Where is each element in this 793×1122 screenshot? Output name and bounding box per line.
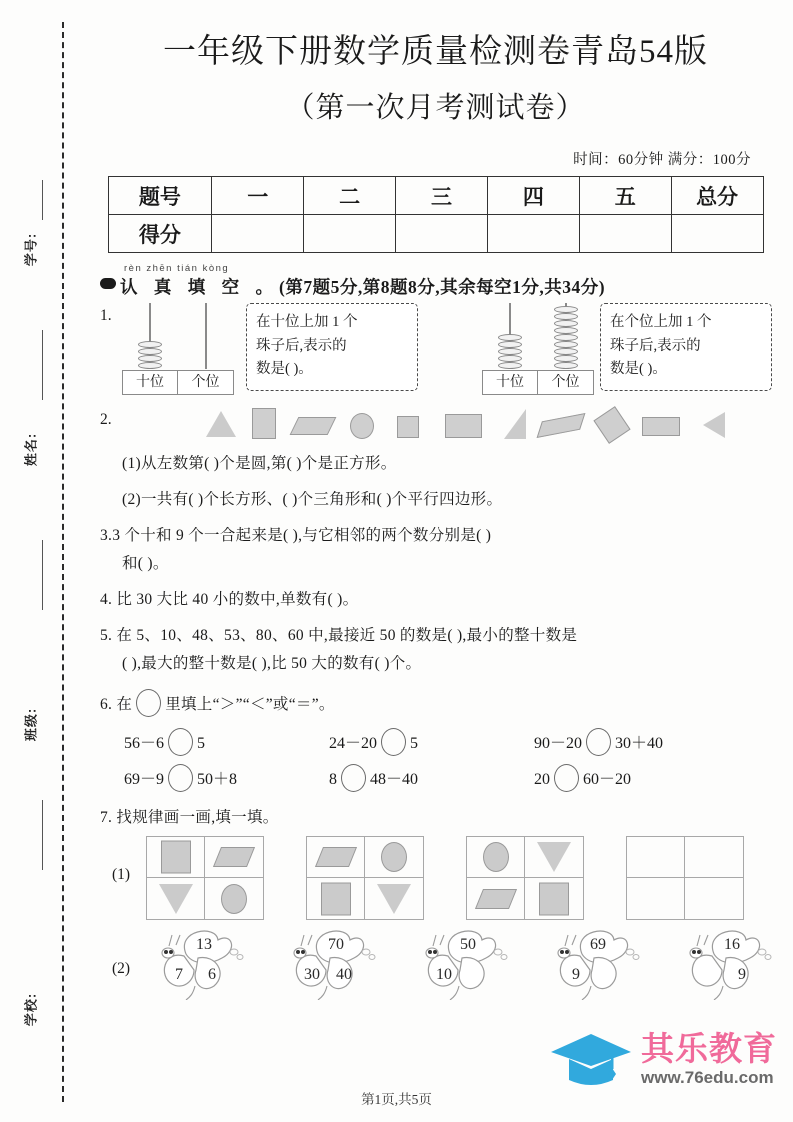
- shape-triangle-left: [703, 412, 725, 438]
- compare-right-4: 50＋8: [197, 770, 238, 788]
- bead: [138, 355, 162, 362]
- compare-right-5: 48－40: [370, 770, 419, 788]
- score-label-points: 得分: [108, 215, 212, 253]
- shape-circle: [483, 842, 509, 872]
- bead: [554, 327, 578, 334]
- bead: [138, 348, 162, 355]
- bead: [554, 362, 578, 369]
- clover-2-right[interactable]: 40: [336, 966, 352, 984]
- answer-circle-icon[interactable]: [554, 764, 579, 792]
- exam-meta: 时间：60分钟 满分：100分: [573, 152, 751, 169]
- margin-label-student-id: 学号:: [23, 232, 39, 267]
- grid-cell: [205, 837, 263, 878]
- question-6-row-1: [100, 728, 771, 756]
- score-col-1: 一: [212, 177, 304, 215]
- clover-2-top: 70: [328, 936, 344, 954]
- q1-box-right-line1: 在个位上加 1 个: [610, 314, 712, 331]
- shape-rect-vertical: [252, 408, 276, 439]
- shape-triangle-down: [159, 884, 193, 914]
- shape-parallelogram-flat: [537, 413, 586, 438]
- clover-5-top: 16: [724, 936, 740, 954]
- question-2-line-1[interactable]: (1)从左数第( )个是圆,第( )个是正方形。: [122, 455, 397, 473]
- question-7: [100, 804, 771, 1003]
- pattern-grid-2: [306, 836, 424, 920]
- bead: [554, 320, 578, 327]
- abacus-left-ones-label: 个位: [178, 370, 234, 395]
- question-3: [100, 522, 771, 579]
- bead: [498, 355, 522, 362]
- clover-1-top: 13: [196, 936, 212, 954]
- compare-item-6: [534, 764, 739, 792]
- score-cell-4[interactable]: [487, 215, 579, 253]
- section-1-pinyin: rèn zhēn tián kòng: [124, 263, 230, 275]
- question-1-box-left: [246, 303, 418, 391]
- section-1-title-line: [120, 274, 771, 299]
- shape-rect-wide-2: [642, 417, 680, 436]
- score-cell-3[interactable]: [396, 215, 488, 253]
- abacus-left-base: [122, 370, 234, 395]
- score-cell-2[interactable]: [304, 215, 396, 253]
- shape-circle: [350, 413, 374, 439]
- grid-cell: [467, 837, 525, 878]
- shape-parallelogram: [213, 847, 255, 867]
- page-subtitle: （第一次月考测试卷）: [285, 92, 586, 125]
- grid-cell: [365, 837, 423, 878]
- page-title: 一年级下册数学质量检测卷青岛54版: [163, 34, 708, 70]
- q1-box-left-line2: 珠子后,表示的: [256, 337, 347, 354]
- question-4: [100, 586, 771, 615]
- abacus-left-rod-ones: [205, 303, 207, 369]
- shape-square: [161, 841, 191, 874]
- compare-right-2: 5: [410, 734, 419, 752]
- graduation-cap-icon: [549, 1032, 633, 1088]
- clover-4-top: 69: [590, 936, 606, 954]
- clover-3-left[interactable]: 10: [436, 966, 452, 984]
- abacus-right: [482, 303, 594, 395]
- clover-5-right[interactable]: 9: [738, 966, 746, 984]
- section-1-header: [100, 263, 771, 299]
- grid-cell: [525, 837, 583, 878]
- answer-circle-icon[interactable]: [381, 728, 406, 756]
- bead: [554, 313, 578, 320]
- shape-triangle-down: [377, 884, 411, 914]
- abacus-right-tens-label: 十位: [482, 370, 538, 395]
- question-2-shape-row: [100, 403, 771, 443]
- clover-1-right[interactable]: 6: [208, 966, 216, 984]
- clover-2: [278, 924, 382, 1000]
- question-1: [100, 303, 771, 399]
- answer-circle-icon[interactable]: [136, 689, 161, 717]
- question-4-line-1[interactable]: 4. 比 30 大比 40 小的数中,单数有( )。: [100, 590, 359, 608]
- compare-item-4: [124, 764, 329, 792]
- question-7-label-1: (1): [112, 866, 131, 884]
- bead: [554, 355, 578, 362]
- margin-label-class: 班级:: [23, 707, 39, 742]
- score-table: [108, 176, 764, 253]
- clover-1: [146, 924, 250, 1000]
- fold-dashed-line: [62, 22, 64, 1102]
- shape-right-triangle: [504, 409, 526, 439]
- brand-name: 其乐教育: [641, 1030, 777, 1067]
- clover-1-left[interactable]: 7: [175, 966, 183, 984]
- left-margin: [0, 0, 78, 1122]
- shape-circle: [381, 842, 407, 872]
- question-5-line-1[interactable]: 5. 在 5、10、48、53、80、60 中,最接近 50 的数是( ),最小的整十数是: [100, 626, 578, 644]
- compare-item-1: [124, 728, 329, 756]
- margin-label-name: 姓名:: [23, 432, 39, 467]
- compare-item-3: [534, 728, 739, 756]
- question-6-prompt-b: 里填上“＞”“＜”或“＝”。: [165, 695, 335, 713]
- compare-left-2: 24－20: [329, 734, 378, 752]
- clover-2-left[interactable]: 30: [304, 966, 320, 984]
- pattern-grid-1: [146, 836, 264, 920]
- brand-logo: [549, 1032, 777, 1088]
- grid-cell[interactable]: [627, 878, 685, 919]
- section-1-title: 认 真 填 空 。: [120, 277, 279, 298]
- grid-cell[interactable]: [627, 837, 685, 878]
- pattern-grid-4-empty[interactable]: [626, 836, 744, 920]
- question-7-title: 7. 找规律画一画,填一填。: [100, 808, 279, 826]
- question-1-box-right: [600, 303, 772, 391]
- score-col-4: 四: [487, 177, 579, 215]
- question-5-line-2[interactable]: ( ),最大的整十数是( ),比 50 大的数有( )个。: [122, 655, 422, 673]
- shape-triangle-down: [537, 842, 571, 872]
- question-7-grid-row: [100, 836, 771, 922]
- clover-3: [410, 924, 514, 1000]
- shape-parallelogram: [290, 417, 337, 435]
- score-col-5: 五: [579, 177, 671, 215]
- shape-parallelogram: [314, 847, 356, 867]
- grid-cell: [467, 878, 525, 919]
- question-1-number: 1.: [100, 307, 112, 325]
- table-row-header: [108, 177, 763, 215]
- question-6-row-2: [100, 764, 771, 792]
- table-row-score: [108, 215, 763, 253]
- q1-box-right-line3[interactable]: 数是( )。: [610, 361, 667, 378]
- brand-text-block: [641, 1032, 777, 1088]
- shape-triangle: [206, 411, 236, 437]
- q1-box-left-line3[interactable]: 数是( )。: [256, 361, 313, 378]
- clover-4-left[interactable]: 9: [572, 966, 580, 984]
- grid-cell: [365, 878, 423, 919]
- question-2-line-2[interactable]: (2)一共有( )个长方形、( )个三角形和( )个平行四边形。: [122, 490, 503, 508]
- pattern-grid-3: [466, 836, 584, 920]
- question-2-number: 2.: [100, 411, 112, 429]
- shape-circle: [221, 884, 247, 914]
- q1-box-left-line1: 在十位上加 1 个: [256, 314, 358, 331]
- bead: [554, 348, 578, 355]
- bead: [554, 306, 578, 313]
- compare-right-3: 30＋40: [615, 734, 664, 752]
- bead: [498, 362, 522, 369]
- grid-cell: [307, 837, 365, 878]
- answer-circle-icon[interactable]: [341, 764, 366, 792]
- margin-rule-2: [42, 330, 43, 400]
- shape-diamond: [593, 406, 630, 444]
- shape-square: [539, 882, 569, 915]
- question-6: [100, 689, 771, 792]
- grid-cell: [307, 878, 365, 919]
- clover-5: [674, 924, 778, 1000]
- bead: [138, 362, 162, 369]
- compare-right-1: 5: [197, 734, 206, 752]
- compare-left-1: 56－6: [124, 734, 165, 752]
- question-5: [100, 622, 771, 679]
- question-7-label-2: (2): [112, 960, 131, 978]
- score-label-number: 题号: [108, 177, 212, 215]
- brand-url: www.76edu.com: [641, 1068, 774, 1087]
- grid-cell: [147, 837, 205, 878]
- answer-circle-icon[interactable]: [168, 728, 193, 756]
- score-col-total: 总分: [671, 177, 763, 215]
- margin-rule-4: [42, 800, 43, 870]
- compare-item-5: [329, 764, 534, 792]
- question-6-prompt-a: 6. 在: [100, 695, 133, 713]
- compare-left-6: 20: [534, 770, 550, 788]
- score-col-3: 三: [396, 177, 488, 215]
- shape-square: [321, 882, 351, 915]
- bead: [498, 348, 522, 355]
- clover-3-top: 50: [460, 936, 476, 954]
- grid-cell: [525, 878, 583, 919]
- shape-parallelogram: [474, 889, 516, 909]
- question-6-prompt: [100, 689, 771, 720]
- abacus-left: [122, 303, 234, 395]
- bead: [554, 334, 578, 341]
- margin-label-school: 学校:: [23, 992, 39, 1027]
- compare-item-2: [329, 728, 534, 756]
- shape-rect-wide: [445, 414, 482, 438]
- compare-left-5: 8: [329, 770, 337, 788]
- shape-square: [397, 416, 419, 438]
- abacus-right-ones-label: 个位: [538, 370, 594, 395]
- clover-4: [542, 924, 646, 1000]
- score-cell-5[interactable]: [579, 215, 671, 253]
- score-cell-1[interactable]: [212, 215, 304, 253]
- question-7-clover-row: [100, 924, 771, 1002]
- grid-cell: [205, 878, 263, 919]
- section-bullet-icon: [100, 278, 116, 289]
- bead: [498, 334, 522, 341]
- abacus-right-base: [482, 370, 594, 395]
- page-footer: 第1页,共5页: [361, 1092, 432, 1107]
- grid-cell[interactable]: [685, 878, 743, 919]
- margin-rule-3: [42, 540, 43, 610]
- answer-circle-icon[interactable]: [168, 764, 193, 792]
- bead: [138, 341, 162, 348]
- abacus-left-tens-label: 十位: [122, 370, 178, 395]
- compare-left-3: 90－20: [534, 734, 583, 752]
- section-1-note: (第7题5分,第8题8分,其余每空1分,共34分): [279, 277, 606, 298]
- compare-right-6: 60－20: [583, 770, 632, 788]
- exam-page: [78, 0, 793, 1122]
- answer-circle-icon[interactable]: [586, 728, 611, 756]
- grid-cell[interactable]: [685, 837, 743, 878]
- q1-box-right-line2: 珠子后,表示的: [610, 337, 701, 354]
- compare-left-4: 69－9: [124, 770, 165, 788]
- question-3-line-1[interactable]: 3.3 个十和 9 个一合起来是( ),与它相邻的两个数分别是( ): [100, 526, 492, 544]
- margin-rule-1: [42, 180, 43, 220]
- score-col-2: 二: [304, 177, 396, 215]
- bead: [554, 341, 578, 348]
- grid-cell: [147, 878, 205, 919]
- bead: [498, 341, 522, 348]
- score-cell-total[interactable]: [671, 215, 763, 253]
- question-2: [100, 403, 771, 514]
- question-3-line-2[interactable]: 和( )。: [122, 555, 169, 573]
